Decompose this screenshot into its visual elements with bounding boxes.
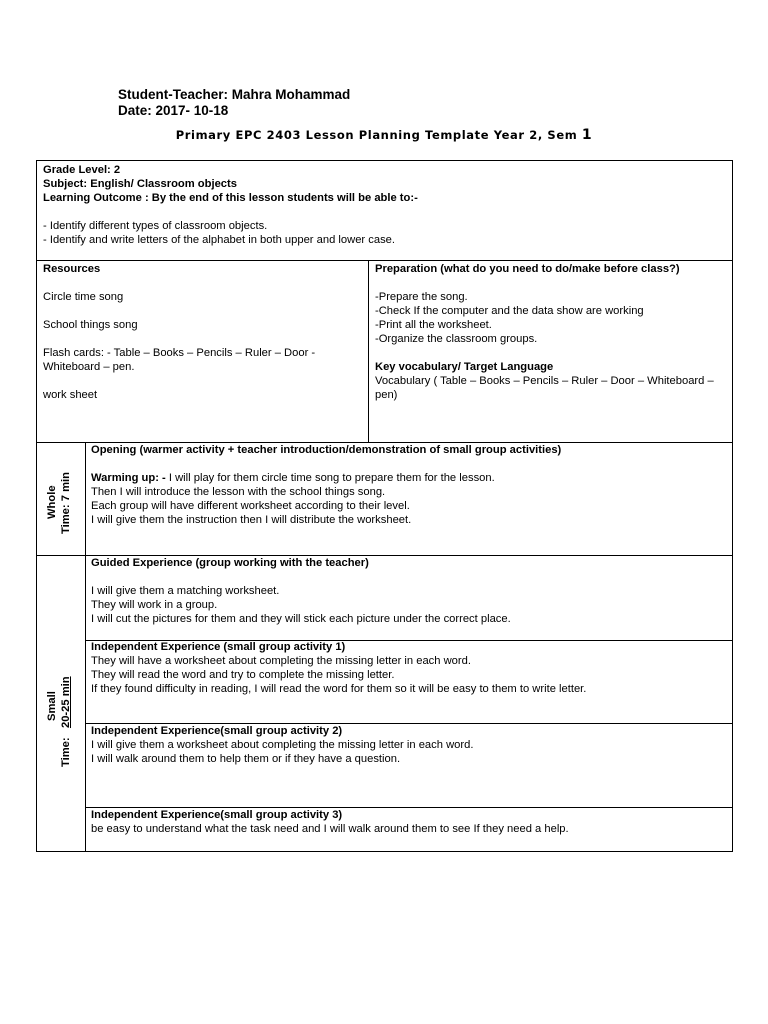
opening-line: Then I will introduce the lesson with the school things song. [91,486,386,498]
resources-cell [43,262,363,402]
date-line: Date: 2017- 10-18 [118,103,229,118]
title-main: Primary EPC 2403 Lesson Planning Template Year 2, Sem [175,128,582,142]
divider [368,260,369,442]
guided-cell [91,556,727,626]
lesson-plan-table [36,160,733,852]
title-sem: 1 [581,127,593,143]
independent-2-heading: Independent Experience(small group activity 2) [91,725,343,737]
independent-2-line: I will give them a worksheet about completing the missing letter in each word. [91,739,474,751]
opening-line: I will give them the instruction then I will distribute the worksheet. [91,514,412,526]
objective-item: - Identify different types of classroom objects. [43,220,268,232]
warming-up-label: Warming up: - [91,472,169,484]
preparation-step: -Print all the worksheet. [375,319,492,331]
info-section [43,163,727,247]
vocabulary-text: Vocabulary ( Table – Books – Pencils – Ruler – Door – Whiteboard – pen) [375,375,714,401]
divider [37,260,732,261]
preparation-step: -Prepare the song. [375,291,468,303]
independent-1-heading: Independent Experience (small group activity 1) [91,641,346,653]
vocabulary-heading: Key vocabulary/ Target Language [375,361,554,373]
grade-level: Grade Level: 2 [43,164,121,176]
divider [85,442,86,852]
independent-1-line: If they found difficulty in reading, I will read the word for them so it will be easy to them to write letter. [91,683,587,695]
objective-item: - Identify and write letters of the alphabet in both upper and lower case. [43,234,395,246]
whole-label: Whole [46,485,58,519]
resource-item: School things song [43,319,138,331]
warming-up-text: I will play for them circle time song to prepare them for the lesson. [168,472,495,484]
learning-outcome: Learning Outcome : By the end of this lesson students will be able to:- [43,192,418,204]
preparation-heading: Preparation (what do you need to do/make before class?) [375,263,680,275]
small-label: Small [46,691,58,721]
small-time-prefix: Time: [60,737,72,767]
independent-1-cell [91,640,727,696]
resource-item: Flash cards: - Table – Books – Pencils – Ruler – Door - Whiteboard – pen. [43,347,316,373]
opening-heading: Opening (warmer activity + teacher introduction/demonstration of small group activities) [91,444,562,456]
preparation-cell [375,262,727,402]
guided-heading: Guided Experience (group working with the teacher) [91,557,369,569]
independent-2-line: I will walk around them to help them or if they have a question. [91,753,401,765]
subject: Subject: English/ Classroom objects [43,178,237,190]
resources-heading: Resources [43,263,101,275]
resource-item: work sheet [43,389,98,401]
small-time-value: 20-25 min [60,676,72,729]
resource-item: Circle time song [43,291,124,303]
independent-3-cell [91,808,727,836]
independent-3-line: be easy to understand what the task need and I will walk around them to see If they need a help. [91,823,569,835]
guided-line: I will give them a matching worksheet. [91,585,280,597]
warming-up-line [91,471,727,485]
independent-3-heading: Independent Experience(small group activity 3) [91,809,343,821]
document-title [0,127,768,143]
preparation-step: -Organize the classroom groups. [375,333,538,345]
preparation-step: -Check If the computer and the data show are working [375,305,644,317]
whole-time-label: Time: 7 min [60,472,72,534]
opening-cell [91,443,727,527]
small-time-label [60,676,72,767]
independent-1-line: They will read the word and try to complete the missing letter. [91,669,395,681]
guided-line: They will work in a group. [91,599,218,611]
independent-2-cell [91,724,727,766]
student-teacher-line: Student-Teacher: Mahra Mohammad [118,87,351,102]
independent-1-line: They will have a worksheet about completing the missing letter in each word. [91,655,471,667]
guided-line: I will cut the pictures for them and they will stick each picture under the correct place. [91,613,511,625]
opening-line: Each group will have different worksheet according to their level. [91,500,410,512]
